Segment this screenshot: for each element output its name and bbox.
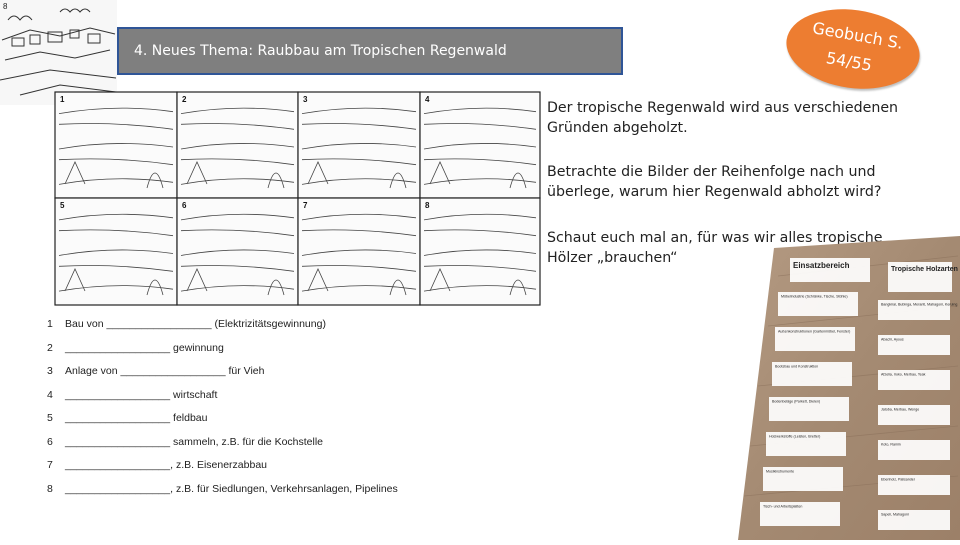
panel-number: 3: [303, 95, 308, 104]
worksheet-item-text: Bau von __________________ (Elektrizitätsgewinnung): [65, 318, 326, 330]
card-use-label: [772, 362, 852, 386]
card-wood-label: [878, 440, 950, 460]
card-use-label: [763, 467, 843, 491]
slide-title: 4. Neues Thema: Raubbau am Tropischen Regenwald: [134, 43, 507, 59]
card-use-label: [769, 397, 849, 421]
paragraph-intro: Der tropische Regenwald wird aus verschiedenen Gründen abgeholzt.: [547, 100, 899, 136]
panel-grid: [55, 92, 540, 305]
svg-text:Einsatzbereich: Einsatzbereich: [793, 261, 850, 270]
svg-text:Musikinstrumente: Musikinstrumente: [766, 469, 795, 474]
worksheet-panel: [177, 92, 298, 198]
worksheet-item-text: Anlage von __________________ für Vieh: [65, 365, 265, 377]
svg-text:Jatoba, Merbau, Wenge: Jatoba, Merbau, Wenge: [881, 407, 920, 412]
badge-page-label: 54/55: [824, 48, 874, 75]
card-use-label: [766, 432, 846, 456]
worksheet-item-number: 3: [47, 365, 53, 377]
svg-text:Ebenholz, Palisander: Ebenholz, Palisander: [881, 477, 915, 482]
card-wood-label: [878, 370, 950, 390]
svg-text:Tropische Holzarten: Tropische Holzarten: [891, 266, 958, 273]
badge-book-label: Geobuch S.: [811, 18, 905, 53]
worksheet-panel: [177, 198, 298, 305]
sketch-town-illustration: [0, 0, 117, 105]
card-header-uses: [790, 258, 870, 282]
page-number: 8: [3, 2, 8, 11]
svg-text:Afzelia, Iroko, Merbau, Teak: Afzelia, Iroko, Merbau, Teak: [881, 372, 926, 377]
worksheet-item-number: 6: [47, 435, 53, 448]
svg-text:Bodenbeläge (Parkett, Dielen): Bodenbeläge (Parkett, Dielen): [772, 399, 821, 404]
worksheet-item-text: __________________ gewinnung: [65, 341, 224, 354]
worksheet-item-number: 4: [47, 388, 53, 401]
panel-number: 8: [425, 201, 430, 210]
worksheet-item-text: __________________ feldbau: [65, 412, 208, 424]
worksheet-panel: [55, 198, 177, 305]
card-use-label: [775, 327, 855, 351]
svg-text:Bootsbau und Konstruktion: Bootsbau und Konstruktion: [775, 364, 819, 369]
worksheet-panel: [420, 92, 540, 198]
card-use-label: [760, 502, 840, 526]
geobuch-badge: [781, 1, 925, 97]
svg-text:Abachi, Ayous: Abachi, Ayous: [881, 337, 904, 342]
worksheet-item-number: 5: [47, 412, 53, 424]
paragraph-task: Betrachte die Bilder der Reihenfolge nach und überlege, warum hier Regenwald abholzt wird?: [547, 164, 882, 200]
card-wood-label: [878, 405, 950, 425]
svg-text:Sapeli, Mahagoni: Sapeli, Mahagoni: [881, 512, 909, 517]
card-wood-label: [878, 475, 950, 495]
svg-text:Außenkonstruktionen (Gartenmöb: Außenkonstruktionen (Gartenmöbel, Fenster): [778, 329, 851, 334]
svg-text:Holzwerkstoffe (Leisten, Brett: Holzwerkstoffe (Leisten, Bretter): [769, 434, 821, 439]
card-header-woods: [888, 262, 958, 292]
card-wood-label: [878, 300, 957, 320]
worksheet-item-number: 1: [47, 318, 53, 330]
worksheet-panel: [298, 198, 420, 305]
worksheet-item-text: __________________ sammeln, z.B. für die Kochstelle: [65, 435, 324, 448]
panel-number: 2: [182, 95, 187, 104]
worksheet-panel: [55, 92, 177, 198]
svg-text:Koto, Ramin: Koto, Ramin: [881, 442, 901, 447]
svg-text:Bangkirai, Bubinga, Meranti, M: Bangkirai, Bubinga, Meranti, Mahagoni, Keruing: [881, 302, 958, 307]
card-wood-label: [878, 335, 950, 355]
worksheet-item-number: 2: [47, 341, 53, 354]
worksheet-panel: [420, 198, 540, 305]
tropical-wood-card: [738, 236, 960, 540]
panel-number: 1: [60, 95, 65, 104]
worksheet-item-number: 7: [47, 459, 53, 471]
svg-text:Möbelindustrie (Schränke, Tisc: Möbelindustrie (Schränke, Tische, Stühle): [781, 294, 848, 299]
panel-number: 6: [182, 201, 187, 210]
svg-text:Tisch- und Arbeitsplatten: Tisch- und Arbeitsplatten: [763, 504, 803, 509]
paragraph-hint: Schaut euch mal an, für was wir alles tropische Hölzer „brauchen“: [547, 230, 883, 266]
worksheet-item-text: __________________, z.B. für Siedlungen, Verkehrsanlagen, Pipelines: [65, 482, 398, 495]
worksheet-item-text: __________________ wirtschaft: [65, 388, 218, 401]
panel-number: 4: [425, 95, 430, 104]
panel-number: 5: [60, 201, 65, 210]
worksheet-item-text: __________________, z.B. Eisenerzabbau: [65, 459, 268, 471]
card-use-label: [778, 292, 858, 316]
worksheet-panel: [298, 92, 420, 198]
card-wood-label: [878, 510, 950, 530]
worksheet-item-number: 8: [47, 482, 53, 495]
panel-number: 7: [303, 201, 308, 210]
